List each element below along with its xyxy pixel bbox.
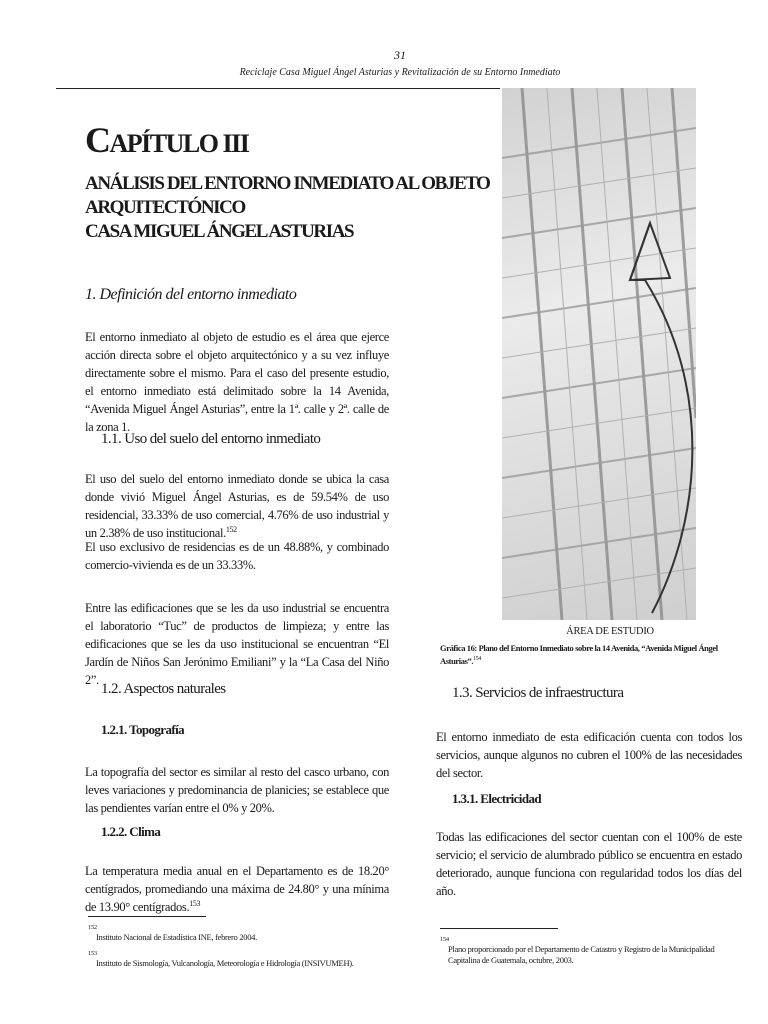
- chapter-title-initial: C: [85, 120, 110, 160]
- subheading-aspectos-naturales: 1.2. Aspectos naturales: [101, 681, 226, 697]
- footnote-153: [88, 950, 378, 969]
- paragraph-uso-suelo-2: El uso exclusivo de residencias es de un 48.88%, y combinado comercio-vivienda es de un 33.33%.: [85, 540, 389, 572]
- chapter-subtitle-line: CASA MIGUEL ÁNGEL ASTURIAS: [85, 221, 354, 242]
- chapter-subtitle: [85, 172, 490, 244]
- footnote-text: Instituto de Sismología, Vulcanología, Meteorología e Hidrología (INSIVUMEH).: [96, 958, 354, 968]
- footnote-154: [440, 936, 740, 966]
- subheading-uso-suelo: 1.1. Uso del suelo del entorno inmediato: [101, 431, 321, 447]
- footnote-152: [88, 924, 378, 943]
- footnote-rule: [440, 928, 558, 929]
- header-rule: [56, 88, 500, 89]
- figure-caption-text: Gráfica 16: Plano del Entorno Inmediato sobre la 14 Avenida, “Avenida Miguel Ángel Asturias”.: [440, 643, 718, 666]
- page-number: 31: [394, 48, 406, 62]
- paragraph-text: La temperatura media anual en el Departamento es de 18.20° centígrados, promediando una máxima de 24.80° y una mínima de 13.90° centígrados.: [85, 864, 389, 914]
- paragraph-electricidad: Todas las edificaciones del sector cuentan con el 100% de este servicio; el servicio de alumbrado público se encuentra en estado deteriorado, aunque funciona con regularidad todos los días del año.: [436, 830, 742, 898]
- footnote-ref: 153: [189, 898, 201, 908]
- paragraph-uso-suelo-3: Entre las edificaciones que se les da uso industrial se encuentra el laboratorio “Tuc” de productos de limpieza; y entre las edificaciones que se les da uso institucional se encuentran “El Jardín de Niños San Jerónimo Emiliani” y la “La Casa del Niño 2”.: [85, 601, 389, 687]
- map-label: ÁREA DE ESTUDIO: [566, 626, 654, 637]
- chapter-subtitle-line: ANÁLISIS DEL ENTORNO INMEDIATO AL OBJETO: [85, 173, 490, 194]
- map-drawing: [502, 88, 696, 620]
- paragraph-clima: [85, 862, 389, 916]
- subheading-topografia: 1.2.1. Topografía: [101, 722, 184, 737]
- paragraph-uso-suelo-1: [85, 470, 389, 542]
- chapter-title: [85, 120, 248, 164]
- paragraph-definicion: El entorno inmediato al objeto de estudio es el área que ejerce acción directa sobre el objeto arquitectónico y a su vez influye directamente sobre el mismo. Para el caso del presente estudio, el entorno inmediato está delimitado sobre la 14 Avenida, “Avenida Miguel Ángel Asturias”, entre la 1ª. calle y 2ª. calle de la zona 1.: [85, 330, 389, 434]
- subheading-electricidad: 1.3.1. Electricidad: [452, 791, 541, 806]
- footnote-text: Instituto Nacional de Estadística INE, febrero 2004.: [96, 932, 257, 942]
- footnote-mark: 153: [88, 950, 97, 957]
- paragraph-infraestructura: El entorno inmediato de esta edificación cuenta con todos los servicios, aunque algunos no cubren el 100% de las necesidades del sector.: [436, 730, 742, 780]
- section-heading-definicion: 1. Definición del entorno inmediato: [85, 286, 297, 303]
- footnote-rule: [88, 916, 206, 917]
- chapter-subtitle-line: ARQUITECTÓNICO: [85, 197, 245, 218]
- footnote-ref: 154: [473, 656, 481, 662]
- chapter-title-rest: APÍTULO III: [109, 129, 249, 158]
- subheading-clima: 1.2.2. Clima: [101, 824, 161, 839]
- footnote-ref: 152: [225, 524, 237, 534]
- footnote-mark: 152: [88, 924, 97, 931]
- footnote-mark: 154: [440, 936, 449, 943]
- footnote-text: Plano proporcionado por el Departamento de Catastro y Registro de la Municipalidad Capitalina de Guatemala, octubre, 2003.: [448, 944, 715, 965]
- figure-caption: [440, 643, 740, 667]
- running-header: Reciclaje Casa Miguel Ángel Asturias y Revitalización de su Entorno Inmediato: [239, 67, 561, 78]
- study-area-map: [502, 88, 696, 620]
- paragraph-text: El uso del suelo del entorno inmediato donde se ubica la casa donde vivió Miguel Ángel Asturias, es de 59.54% de uso residencial, 33.33% de uso comercial, 4.76% de uso industrial y un 2.38% de uso institucional.: [85, 472, 389, 540]
- subheading-infraestructura: 1.3. Servicios de infraestructura: [452, 685, 624, 701]
- paragraph-topografia: La topografía del sector es similar al resto del casco urbano, con leves variaciones y predominancia de planicies; se establece que las pendientes varían entre el 0% y 20%.: [85, 765, 389, 815]
